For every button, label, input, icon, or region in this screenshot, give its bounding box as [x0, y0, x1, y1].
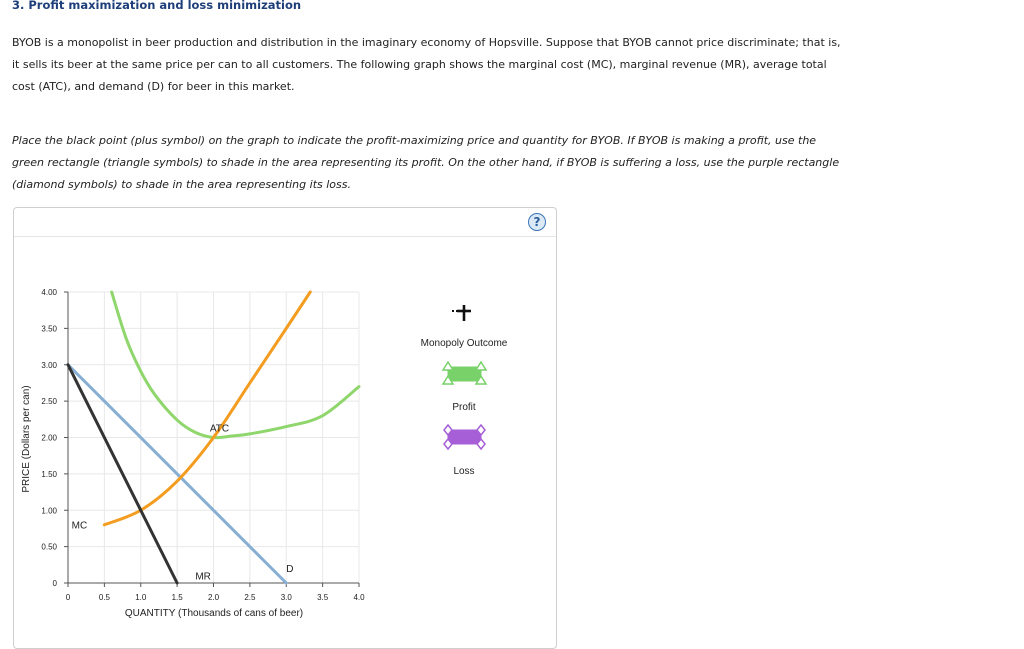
- x-tick-label: 3.5: [317, 593, 329, 602]
- help-icon[interactable]: ?: [528, 213, 546, 231]
- y-axis-title: PRICE (Dollars per can): [21, 385, 32, 493]
- y-tick-label: 3.50: [41, 324, 57, 334]
- loss-tool[interactable]: [444, 425, 485, 477]
- x-tick-label: 1.0: [135, 593, 147, 602]
- y-tick-label: 4.00: [41, 288, 57, 297]
- y-tick-label: 2.00: [41, 433, 57, 443]
- intro-line: cost (ATC), and demand (D) for beer in this market.: [12, 80, 295, 93]
- axes: [41, 288, 365, 602]
- curve-label-d: D: [286, 564, 294, 576]
- problem-heading: 3. Profit maximization and loss minimization: [12, 0, 302, 12]
- instruction-line: (diamond symbols) to shade in the area representing its loss.: [12, 178, 351, 191]
- x-tick-label: 0: [65, 593, 71, 602]
- legend-monopoly-outcome: Monopoly Outcome: [420, 338, 508, 349]
- y-tick-label: 0: [52, 579, 57, 588]
- x-tick-label: 4.0: [353, 593, 365, 602]
- x-tick-label: 3.0: [280, 593, 292, 602]
- y-tick-label: 0.50: [41, 542, 57, 552]
- intro-line: BYOB is a monopolist in beer production and distribution in the imaginary economy of Hopsville. Suppose that BYOB cannot price discriminate; that is,: [12, 36, 841, 49]
- x-tick-label: 1.5: [171, 593, 183, 602]
- curve-label-mc: MC: [71, 520, 88, 532]
- x-tick-label: 0.5: [98, 593, 110, 602]
- intro-line: it sells its beer at the same price per can to all customers. The following graph shows the marginal cost (MC), marginal revenue (MR), average total: [12, 58, 827, 71]
- profit-rectangle-icon: [443, 362, 486, 384]
- plus-icon: [452, 305, 471, 321]
- curve-label-atc: ATC: [209, 423, 230, 435]
- mc-curve: [104, 292, 310, 525]
- instruction-line: Place the black point (plus symbol) on the graph to indicate the profit-maximizing price and quantity for BYOB. If BYOB is making a profit, use the: [12, 134, 817, 147]
- legend-loss: Loss: [453, 466, 475, 477]
- x-tick-label: 2.5: [244, 593, 256, 602]
- loss-rectangle-icon: [444, 425, 485, 449]
- x-axis-title: QUANTITY (Thousands of cans of beer): [124, 608, 304, 619]
- monopoly-outcome-tool[interactable]: [421, 305, 508, 349]
- profit-tool[interactable]: [443, 362, 486, 413]
- y-tick-label: 3.00: [41, 360, 57, 370]
- y-tick-label: 1.00: [41, 506, 57, 516]
- curve-label-mr: MR: [195, 571, 211, 583]
- x-tick-label: 2.0: [207, 593, 220, 602]
- legend-profit: Profit: [452, 402, 476, 413]
- instruction-line: green rectangle (triangle symbols) to shade in the area representing its profit. On the other hand, if BYOB is suffering a loss, use the purple rectangle: [12, 156, 840, 169]
- y-tick-label: 2.50: [41, 397, 57, 407]
- y-tick-label: 1.50: [41, 469, 57, 479]
